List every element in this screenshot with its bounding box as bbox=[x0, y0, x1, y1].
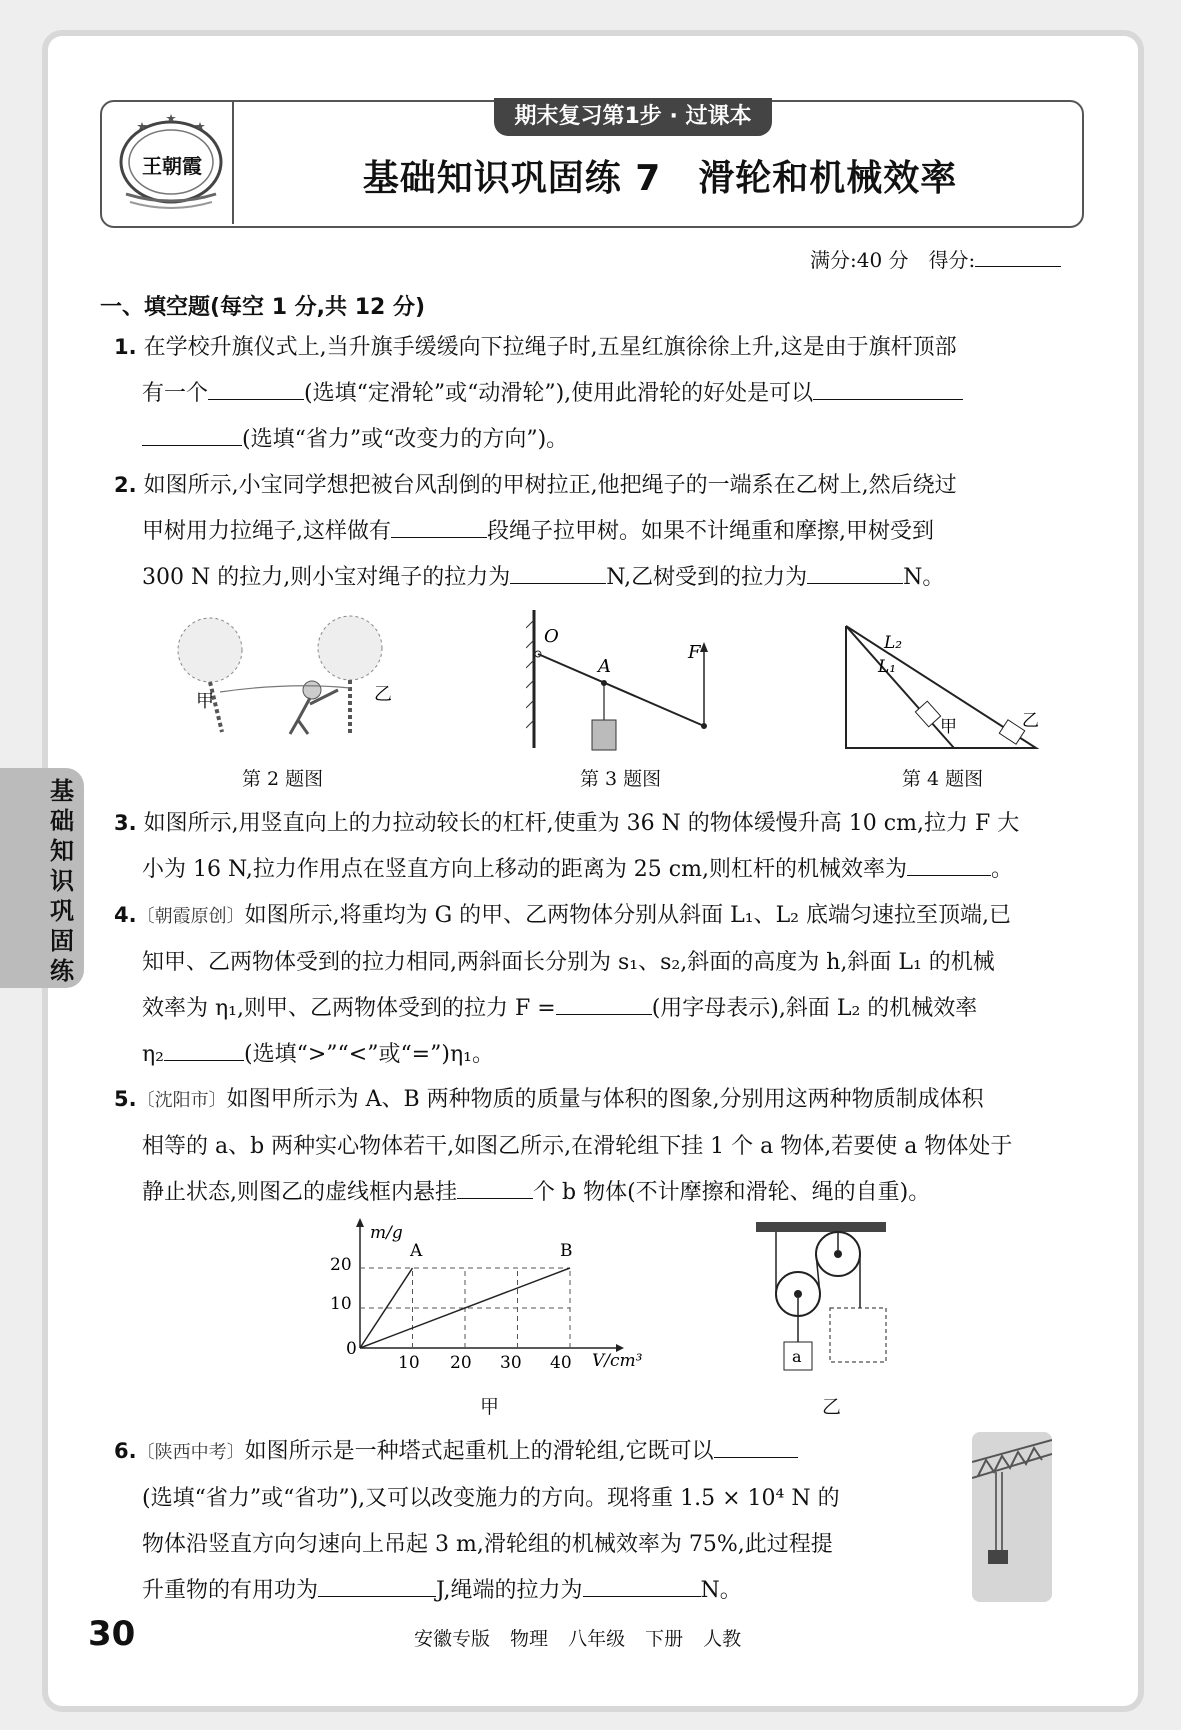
crane-photo bbox=[972, 1432, 1052, 1602]
label-l2: L₂ bbox=[884, 633, 903, 653]
q3-line1: 如图所示,用竖直向上的力拉动较长的杠杆,使重为 36 N 的物体缓慢升高 10 cm,拉力 F 大 bbox=[143, 811, 1020, 836]
q6-blank-3[interactable] bbox=[583, 1570, 701, 1597]
q6-line4c: N。 bbox=[700, 1578, 742, 1603]
figure-2 bbox=[160, 612, 410, 742]
score-line bbox=[810, 244, 1061, 273]
question-number: 3. bbox=[114, 811, 137, 835]
question-5 bbox=[114, 1076, 1080, 1216]
series-label-a: A bbox=[410, 1241, 423, 1261]
label-o: O bbox=[544, 626, 559, 647]
score-blank[interactable] bbox=[975, 266, 1061, 267]
y-axis-label: m/g bbox=[370, 1223, 403, 1243]
q4-line1: 如图所示,将重均为 G 的甲、乙两物体分别从斜面 L₁、L₂ 底端匀速拉至顶端,已 bbox=[244, 903, 1011, 928]
source-tag: 〔陕西中考〕 bbox=[136, 1442, 245, 1463]
weight-block bbox=[592, 720, 616, 750]
q1-line3: (选填“省力”或“改变力的方向”)。 bbox=[242, 427, 569, 452]
question-6 bbox=[114, 1428, 924, 1614]
figure-2-caption: 第 2 题图 bbox=[242, 768, 324, 790]
q3-line2a: 小为 16 N,拉力作用点在竖直方向上移动的距离为 25 cm,则杠杆的机械效率为 bbox=[142, 857, 907, 882]
fixed-pulley-axle bbox=[834, 1250, 842, 1258]
q2-blank-1[interactable] bbox=[391, 511, 487, 538]
q6-blank-2[interactable] bbox=[318, 1570, 436, 1597]
lever bbox=[538, 654, 704, 726]
figure-5a-caption: 甲 bbox=[480, 1396, 500, 1418]
y-axis-arrow bbox=[356, 1218, 364, 1227]
dashed-box bbox=[830, 1308, 886, 1362]
q3-line2b: 。 bbox=[990, 857, 1013, 882]
q1-blank-2b[interactable] bbox=[142, 419, 242, 446]
label-a: A bbox=[598, 656, 611, 677]
step-tab: 期末复习第1步 · 过课本 bbox=[494, 98, 772, 136]
q6-line2: (选填“省力”或“省功”),又可以改变施力的方向。现将重 1.5 × 10⁴ N 的 bbox=[142, 1486, 840, 1511]
question-3 bbox=[114, 800, 1080, 893]
q4-line4b: (选填“>”“<”或“=”)η₁。 bbox=[244, 1042, 494, 1067]
q4-line3b: (用字母表示),斜面 L₂ 的机械效率 bbox=[651, 996, 978, 1021]
x-tick-label: 30 bbox=[500, 1353, 522, 1373]
label-jia: 甲 bbox=[196, 691, 214, 712]
boy-head bbox=[303, 681, 321, 699]
series-label-b: B bbox=[560, 1241, 573, 1261]
q5-blank-1[interactable] bbox=[457, 1172, 533, 1199]
question-number: 6. bbox=[114, 1439, 137, 1463]
label-f: F bbox=[688, 642, 701, 663]
q5-line3a: 静止状态,则图乙的虚线框内悬挂 bbox=[142, 1180, 457, 1205]
tree-yi-crown bbox=[318, 616, 382, 680]
q1-blank-2a[interactable] bbox=[813, 373, 963, 400]
x-axis-label: V/cm³ bbox=[592, 1351, 643, 1371]
logo-text: 王朝霞 bbox=[142, 154, 202, 178]
figure-3 bbox=[526, 608, 726, 758]
sidebar-label: 基础知识巩固练 bbox=[50, 777, 74, 985]
label-a: a bbox=[792, 1347, 802, 1366]
rope bbox=[220, 686, 350, 692]
q2-line3b: N,乙树受到的拉力为 bbox=[606, 565, 808, 590]
question-number: 5. bbox=[114, 1087, 137, 1111]
q2-line1: 如图所示,小宝同学想把被台风刮倒的甲树拉正,他把绳子的一端系在乙树上,然后绕过 bbox=[143, 473, 957, 498]
arrowhead bbox=[700, 642, 708, 652]
q2-line2a: 甲树用力拉绳子,这样做有 bbox=[142, 519, 391, 544]
block-jia bbox=[915, 701, 940, 727]
tree-jia-crown bbox=[178, 618, 242, 682]
q1-line2a: 有一个 bbox=[142, 381, 209, 406]
question-1 bbox=[114, 324, 1080, 463]
y-tick-label: 10 bbox=[330, 1294, 352, 1314]
q2-blank-3[interactable] bbox=[807, 557, 903, 584]
block-yi bbox=[999, 720, 1024, 744]
q4-blank-1[interactable] bbox=[556, 988, 652, 1015]
figure-5-chart bbox=[318, 1218, 648, 1378]
x-tick-label: 40 bbox=[550, 1353, 572, 1373]
section-title: 一、填空题(每空 1 分,共 12 分) bbox=[100, 295, 426, 320]
x-tick-label: 10 bbox=[398, 1353, 420, 1373]
series-line-a bbox=[360, 1268, 413, 1348]
q6-line4a: 升重物的有用功为 bbox=[142, 1578, 319, 1603]
label-yi: 乙 bbox=[374, 684, 392, 705]
q5-line1: 如图甲所示为 A、B 两种物质的质量与体积的图象,分别用这两种物质制成体积 bbox=[226, 1087, 984, 1112]
label-l1: L₁ bbox=[878, 657, 897, 677]
figure-3-caption: 第 3 题图 bbox=[580, 768, 662, 790]
page-number: 30 bbox=[88, 1614, 136, 1654]
q3-blank-1[interactable] bbox=[907, 849, 991, 876]
question-number: 2. bbox=[114, 473, 137, 497]
q6-line3: 物体沿竖直方向匀速向上吊起 3 m,滑轮组的机械效率为 75%,此过程提 bbox=[142, 1532, 833, 1557]
source-tag: 〔沈阳市〕 bbox=[136, 1090, 227, 1111]
y-tick-label: 0 bbox=[346, 1339, 357, 1359]
q2-line2b: 段绳子拉甲树。如果不计绳重和摩擦,甲树受到 bbox=[487, 519, 934, 544]
q1-line2b: (选填“定滑轮”或“动滑轮”),使用此滑轮的好处是可以 bbox=[304, 381, 814, 406]
q2-line3c: N。 bbox=[903, 565, 945, 590]
q2-line3a: 300 N 的拉力,则小宝对绳子的拉力为 bbox=[142, 565, 511, 590]
source-tag: 〔朝霞原创〕 bbox=[136, 906, 245, 927]
q6-line4b: J,绳端的拉力为 bbox=[436, 1578, 583, 1603]
label-yi: 乙 bbox=[1022, 711, 1039, 731]
q4-blank-2[interactable] bbox=[164, 1034, 244, 1061]
figure-4-caption: 第 4 题图 bbox=[902, 768, 984, 790]
q5-line2: 相等的 a、b 两种实心物体若干,如图乙所示,在滑轮组下挂 1 个 a 物体,若要使 a 物体处于 bbox=[142, 1134, 1013, 1159]
question-4 bbox=[114, 892, 1080, 1078]
question-number: 1. bbox=[114, 335, 137, 359]
q4-line2: 知甲、乙两物体受到的拉力相同,两斜面长分别为 s₁、s₂,斜面的高度为 h,斜面 L₁ 的机械 bbox=[142, 950, 995, 975]
x-tick-label: 20 bbox=[450, 1353, 472, 1373]
q1-line1: 在学校升旗仪式上,当升旗手缓缓向下拉绳子时,五星红旗徐徐上升,这是由于旗杆顶部 bbox=[143, 335, 957, 360]
footer-text: 安徽专版 物理 八年级 下册 人教 bbox=[414, 1628, 742, 1650]
question-number: 4. bbox=[114, 903, 137, 927]
ceiling bbox=[756, 1222, 886, 1232]
q2-blank-2[interactable] bbox=[510, 557, 606, 584]
crane-hook bbox=[988, 1550, 1008, 1564]
header-divider bbox=[232, 100, 234, 224]
question-2 bbox=[114, 462, 1080, 601]
figure-5b-caption: 乙 bbox=[822, 1396, 842, 1418]
q6-line1: 如图所示是一种塔式起重机上的滑轮组,它既可以 bbox=[244, 1439, 714, 1464]
q1-blank-1[interactable] bbox=[208, 373, 304, 400]
figure-5-pulley bbox=[752, 1216, 892, 1376]
q6-blank-1[interactable] bbox=[714, 1431, 798, 1458]
movable-pulley-axle bbox=[794, 1290, 802, 1298]
q4-line4a: η₂ bbox=[142, 1042, 164, 1067]
q5-line3b: 个 b 物体(不计摩擦和滑轮、绳的自重)。 bbox=[533, 1180, 931, 1205]
q4-line3a: 效率为 η₁,则甲、乙两物体受到的拉力 F = bbox=[142, 996, 556, 1021]
page-title: 基础知识巩固练 7 滑轮和机械效率 bbox=[362, 158, 958, 199]
y-tick-label: 20 bbox=[330, 1255, 352, 1275]
score-label: 满分:40 分 得分: bbox=[810, 248, 976, 272]
label-jia: 甲 bbox=[940, 717, 957, 737]
figure-4 bbox=[838, 620, 1048, 750]
